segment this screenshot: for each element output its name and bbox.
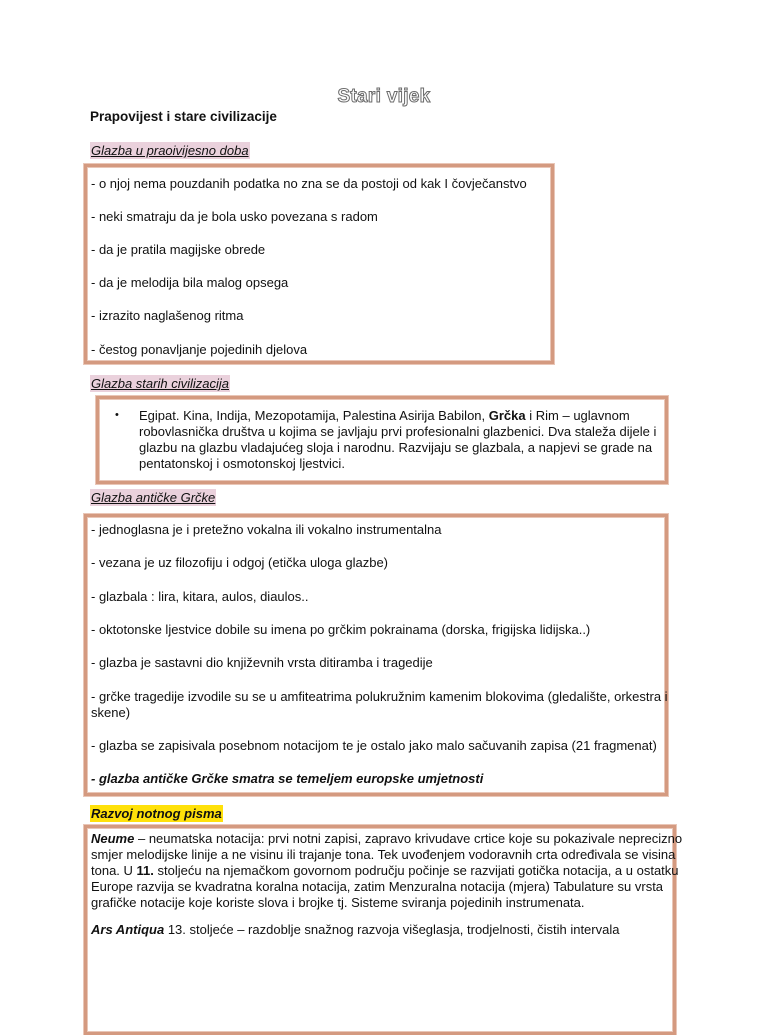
list-item: - glazba je sastavni dio književnih vrsta ditiramba i tragedije <box>91 655 433 670</box>
civilizations-text: Egipat. Kina, Indija, Mezopotamija, Palestina Asirija Babilon, <box>139 408 486 423</box>
neume-line-1 <box>91 831 682 847</box>
emphasis-statement: - glazba antičke Grčke smatra se temeljem europske umjetnosti <box>91 771 484 786</box>
civilizations-text: i Rim – uglavnom <box>529 408 630 423</box>
list-item: - oktotonske ljestvice dobile su imena po grčkim pokrainama (dorska, frigijska lidijska..) <box>91 622 591 637</box>
section-heading-notation: Razvoj notnog pisma <box>91 806 222 821</box>
list-item: skene) <box>91 705 131 720</box>
bullet-icon: • <box>115 409 119 421</box>
century-number: 11. <box>136 863 154 878</box>
list-item: - da je pratila magijske obrede <box>91 242 266 257</box>
ars-antiqua-term: Ars Antiqua <box>91 922 165 937</box>
civilizations-line-1 <box>139 408 630 424</box>
list-item: - glazbala : lira, kitara, aulos, diaulos.. <box>91 589 309 604</box>
neume-term: Neume <box>91 831 135 846</box>
prehistory-box <box>84 164 554 364</box>
section-heading-ancient-greece: Glazba antičke Grčke <box>91 490 216 505</box>
civilizations-line-4: pentatonskoj i osmotonskoj ljestvici. <box>139 456 345 471</box>
list-item: - izrazito naglašenog ritma <box>91 308 244 323</box>
list-item: - neki smatraju da je bola usko povezana s radom <box>91 209 378 224</box>
neume-text: stoljeću na njemačkom govornom području počinje se razvijati gotička notacija, a u ostatku <box>157 863 679 878</box>
section-heading-prehistory: Glazba u praoivijesno doba <box>91 143 249 158</box>
neume-line-4: Europe razvija se kvadratna koralna notacija, zatim Menzuralna notacija (mjera) Tabulature su vrsta <box>91 879 664 894</box>
list-item: - glazba se zapisivala posebnom notacijom te je ostalo jako malo sačuvanih zapisa (21 fragmenat) <box>91 738 657 753</box>
civilizations-line-3: glazbu na glazbu vladajućeg sloja i narodnu. Razvijaju se glazbala, a napjevi se grade na <box>139 440 653 455</box>
list-item: - vezana je uz filozofiju i odgoj (etička uloga glazbe) <box>91 555 389 570</box>
list-item: - grčke tragedije izvodile su se u amfiteatrima polukružnim kamenim blokovima (gledalište, orkestra i <box>91 689 668 704</box>
section-heading-ancient-civilizations: Glazba starih civilizacija <box>91 376 229 391</box>
ars-antiqua-text: 13. stoljeće – razdoblje snažnog razvoja višeglasja, trodjelnosti, čistih intervala <box>167 922 620 937</box>
civilizations-line-2: robovlasnička društva u kojima se javljaju prvi profesionalni glazbenici. Dva staleža dijele i <box>139 424 657 439</box>
list-item: - da je melodija bila malog opsega <box>91 275 289 290</box>
neume-line-5: grafičke notacije koje koriste slova i brojke tj. Sisteme sviranja pojedinih instrumenata. <box>91 895 585 910</box>
page-title: Stari vijek <box>337 86 431 107</box>
list-item: - čestog ponavljanje pojedinih djelova <box>91 342 308 357</box>
list-item: - o njoj nema pouzdanih podatka no zna se da postoji od kak I čovječanstvo <box>91 176 527 191</box>
list-item: - jednoglasna je i pretežno vokalna ili vokalno instrumentalna <box>91 522 442 537</box>
ars-antiqua-line <box>91 922 619 938</box>
page-subtitle: Prapovijest i stare civilizacije <box>90 109 277 124</box>
greece-term: Grčka <box>488 408 526 423</box>
neume-text: tona. U <box>91 863 133 878</box>
neume-line-2: smjer melodijske linije a ne visinu ili trajanje tona. Tek uvođenjem vodoravnih crta određivala se visina <box>91 847 676 862</box>
neume-line-3 <box>91 863 679 879</box>
neume-text: – neumatska notacija: prvi notni zapisi, zapravo krivudave crtice koje su pokazivale neprecizno <box>137 831 683 846</box>
